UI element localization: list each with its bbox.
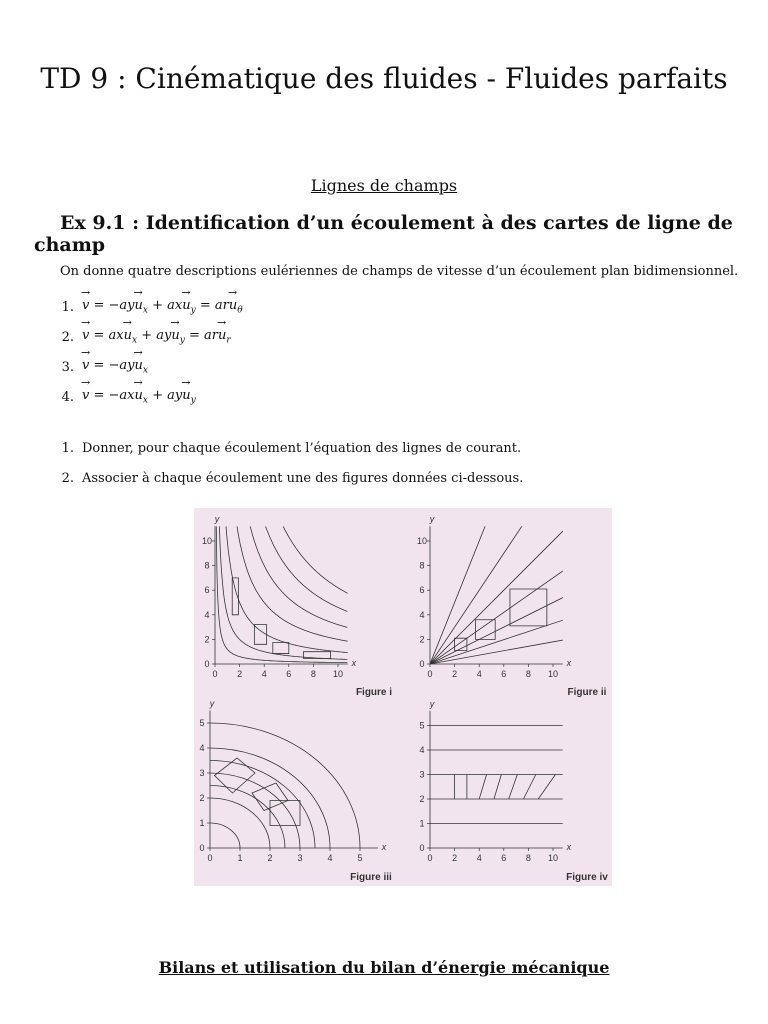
x-tick-label: 0 (427, 669, 433, 679)
y-tick-label: 2 (419, 794, 425, 804)
equation-2: → $v = ax\to u_x + ay\to u_y = ar\to u_r$ (82, 328, 231, 346)
list-item: 3. → $v = -ay\to u_x$ (50, 352, 650, 382)
x-axis-label: x (566, 658, 572, 668)
x-tick-label: 3 (297, 853, 303, 863)
equation-1: → $v = -ay\to u_x + ax\to u_y = ar\to u_\theta$ (82, 298, 243, 316)
x-tick-label: 2 (452, 853, 458, 863)
list-item: 4. → $v = -ax\to u_x + ay\to u_y$ (50, 382, 650, 412)
hyperbola-streamline (250, 526, 347, 627)
y-tick-label: 8 (204, 560, 210, 571)
y-axis-label: y (214, 514, 220, 525)
y-tick-label: 5 (199, 718, 205, 728)
y-axis-label: y (209, 698, 215, 709)
equation-4: → $v = -ax\to u_x + ay\to u_y$ (82, 388, 196, 406)
page-title: TD 9 : Cinématique des fluides - Fluides parfaits (40, 62, 728, 95)
x-tick-label: 5 (357, 853, 363, 863)
question-list (50, 433, 650, 493)
streamlines (430, 508, 578, 664)
y-tick-label: 4 (419, 745, 425, 755)
y-tick-label: 0 (204, 659, 210, 669)
x-tick-label: 0 (212, 669, 218, 679)
shear-line (494, 775, 501, 800)
x-tick-label: 0 (427, 853, 433, 863)
x-tick-label: 6 (286, 669, 292, 679)
hyperbola-streamline (226, 526, 348, 652)
list-item: 2. Associer à chaque écoulement une des figures données ci-dessous. (61, 470, 524, 486)
y-tick-label: 10 (416, 536, 428, 546)
y-tick-label: 4 (419, 609, 425, 620)
hyperbola-streamline (266, 526, 348, 611)
particle-box (455, 775, 467, 800)
particle-box (270, 801, 300, 826)
radial-streamline (430, 508, 578, 664)
radial-streamline (430, 561, 578, 664)
x-axis-label: x (566, 842, 572, 852)
streamlines (216, 526, 347, 662)
y-tick-label: 3 (199, 768, 205, 778)
y-tick-label: 2 (199, 793, 205, 803)
circular-streamline (210, 823, 240, 848)
list-item: 2. → $v = ax\to u_x + ay\to u_y = ar\to u_r$ (50, 322, 650, 352)
y-tick-label: 2 (419, 634, 425, 645)
x-tick-label: 8 (525, 853, 531, 863)
shear-line (538, 775, 555, 800)
x-axis-label: x (381, 842, 387, 852)
radial-streamline (430, 590, 578, 664)
x-tick-label: 6 (501, 853, 507, 863)
particle-box (273, 642, 289, 653)
figure-label: Figure iv (566, 872, 608, 883)
y-tick-label: 1 (199, 818, 205, 828)
y-tick-label: 4 (199, 743, 205, 753)
y-tick-label: 10 (201, 536, 213, 546)
x-axis-label: x (351, 658, 357, 668)
y-axis-label: y (429, 514, 435, 525)
figure-label: Figure iii (350, 872, 392, 883)
exercise-title: Ex 9.1 : Identification d’un écoulement à des cartes de ligne de champ (34, 212, 733, 256)
equation-3: → $v = -ay\to u_x$ (82, 358, 148, 376)
shear-line (479, 775, 486, 800)
y-tick-label: 2 (204, 634, 210, 645)
y-axis-label: y (429, 698, 435, 709)
y-tick-label: 3 (419, 769, 425, 780)
list-item: 1. → $v = -ay\to u_x + ax\to u_y = ar\to u_\theta$ (50, 292, 650, 322)
circular-streamline (210, 748, 330, 848)
x-tick-label: 10 (332, 669, 344, 679)
y-tick-label: 6 (419, 585, 425, 596)
y-tick-label: 0 (419, 659, 425, 669)
x-tick-label: 2 (237, 669, 243, 679)
figure-label: Figure i (355, 687, 393, 698)
y-tick-label: 4 (204, 609, 210, 620)
x-tick-label: 4 (476, 853, 482, 863)
x-tick-label: 6 (501, 669, 507, 679)
shear-line (523, 775, 535, 800)
section-heading-bilans: Bilans et utilisation du bilan d’énergie mécanique (158, 958, 610, 977)
list-item: 1. Donner, pour chaque écoulement l’équation des lignes de courant. (61, 440, 522, 456)
y-tick-label: 0 (199, 843, 205, 853)
x-tick-label: 10 (547, 853, 559, 863)
y-tick-label: 1 (419, 818, 425, 829)
streamline-figures (194, 508, 612, 886)
figure-label: Figure ii (567, 687, 607, 698)
circular-streamline (210, 761, 315, 849)
x-tick-label: 4 (261, 669, 267, 679)
x-tick-label: 2 (452, 669, 458, 679)
x-tick-label: 0 (207, 853, 213, 863)
x-tick-label: 4 (327, 853, 333, 863)
exercise-intro: On donne quatre descriptions eulériennes de champs de vitesse d’un écoulement plan bidimensionnel. (60, 264, 739, 279)
x-tick-label: 8 (525, 669, 531, 679)
x-tick-label: 2 (267, 853, 273, 863)
velocity-field-list (50, 292, 650, 412)
y-tick-label: 8 (419, 560, 425, 571)
radial-streamline (430, 615, 578, 664)
radial-streamline (430, 516, 578, 664)
x-tick-label: 4 (476, 669, 482, 679)
y-tick-label: 0 (419, 843, 425, 853)
shear-line (509, 775, 518, 800)
radial-streamline (430, 508, 578, 664)
section-heading-lignes: Lignes de champs (310, 176, 458, 195)
x-tick-label: 1 (237, 853, 243, 863)
y-tick-label: 5 (419, 720, 425, 731)
x-tick-label: 10 (547, 669, 559, 679)
circular-streamline (210, 723, 360, 848)
x-tick-label: 8 (310, 669, 316, 679)
streamlines (430, 726, 563, 824)
y-tick-label: 6 (204, 585, 210, 596)
particle-box (510, 589, 547, 626)
hyperbola-streamline (283, 526, 348, 593)
streamlines (210, 723, 360, 848)
figure-panel-grid (194, 508, 612, 886)
